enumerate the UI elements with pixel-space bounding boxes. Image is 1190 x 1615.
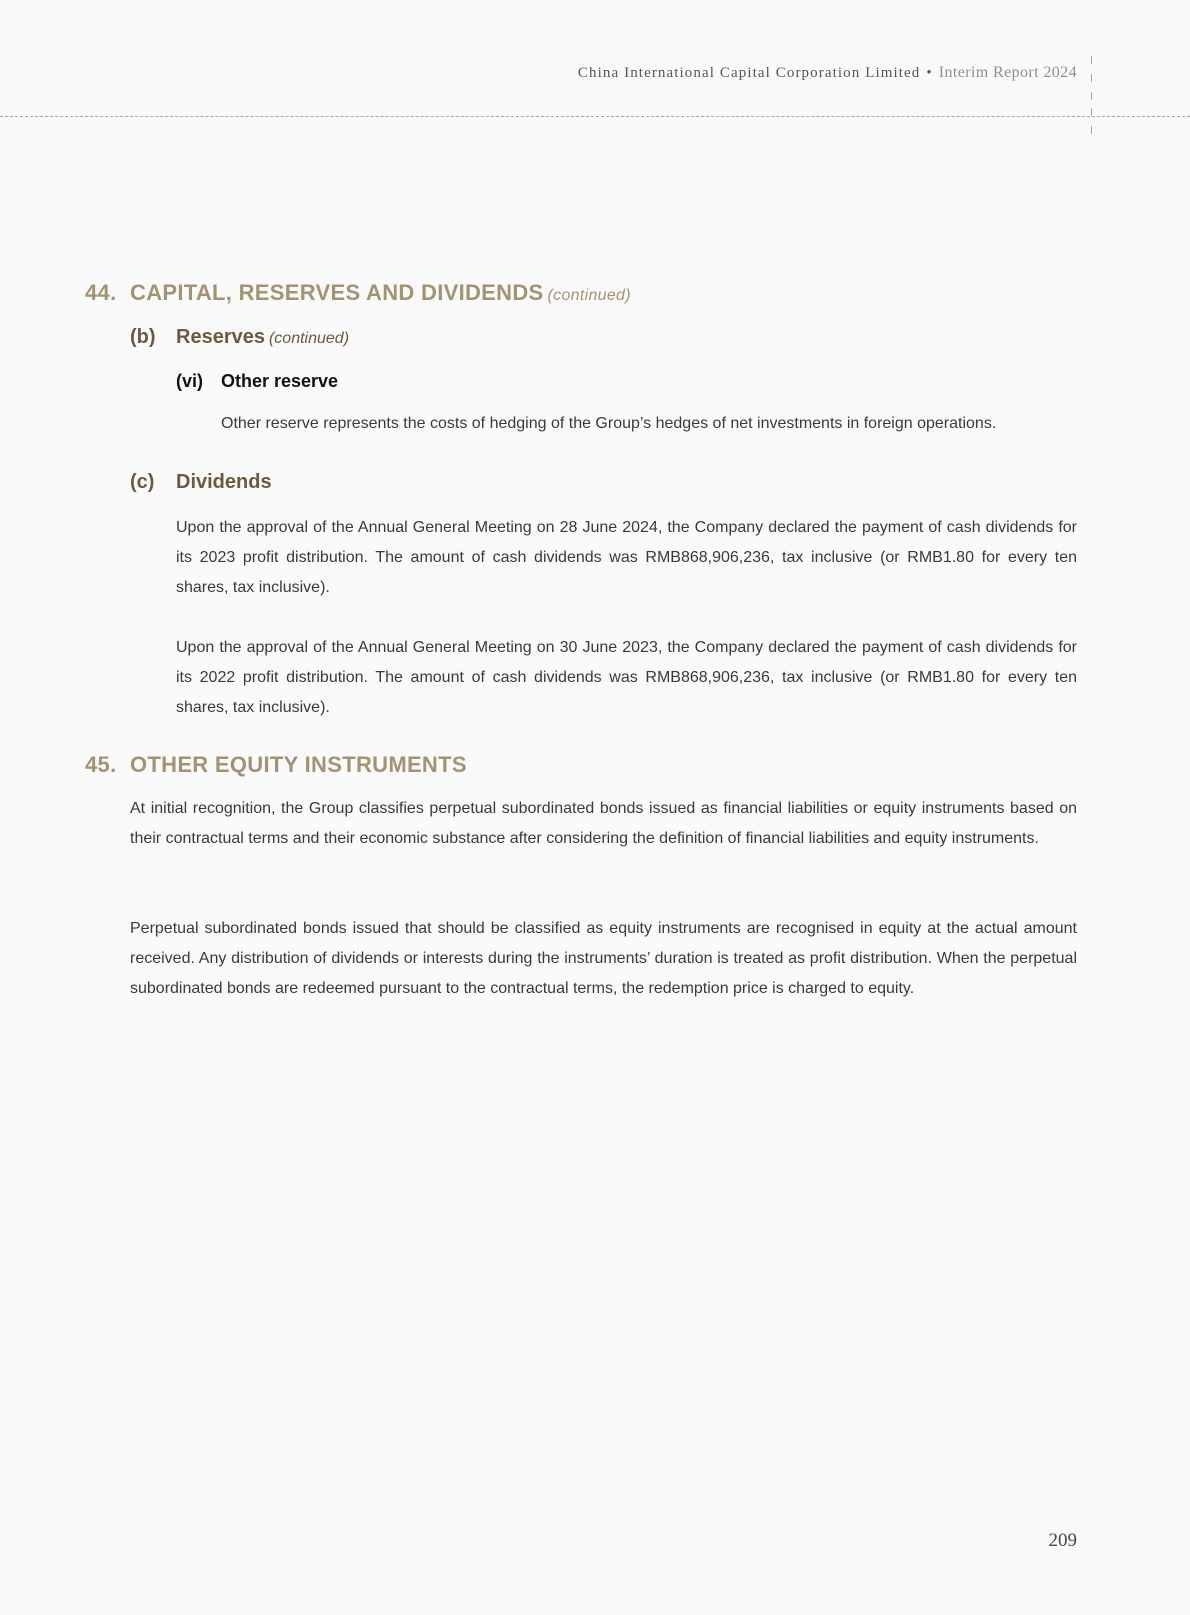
subsection-number: (b) bbox=[130, 326, 156, 348]
dividends-paragraph: Upon the approval of the Annual General Meeting on 30 June 2023, the Company declared the payment of cash dividends for its 2022 profit distribution. The amount of cash dividends was RMB868,906,236, tax inclusive (or RMB1.80 for every ten shares, tax inclusive). bbox=[176, 639, 1077, 716]
dividends-paragraph: Upon the approval of the Annual General Meeting on 28 June 2024, the Company declared the payment of cash dividends for its 2023 profit distribution. The amount of cash dividends was RMB868,906,236, tax inclusive (or RMB1.80 for every ten shares, tax inclusive). bbox=[176, 519, 1077, 596]
subsection-number: (c) bbox=[130, 471, 155, 493]
header-tick bbox=[1091, 126, 1092, 134]
equity-instruments-paragraph: Perpetual subordinated bonds issued that should be classified as equity instruments are recognised in equity at the actual amount received. Any distribution of dividends or interests during the instruments’ duration is treated as profit distribution. When the perpetual subordinated bonds are redeemed pursuant to the contractual terms, the redemption price is charged to equity. bbox=[130, 920, 1077, 997]
page-number: 209 bbox=[1048, 1530, 1077, 1551]
header-tick bbox=[1091, 92, 1092, 100]
section-title: CAPITAL, RESERVES AND DIVIDENDS bbox=[130, 280, 544, 305]
item-vi-heading bbox=[176, 371, 338, 392]
item-title: Other reserve bbox=[221, 371, 339, 391]
section-number: 44. bbox=[85, 280, 117, 305]
section-44-heading bbox=[85, 280, 631, 306]
header-tick bbox=[1091, 74, 1092, 82]
header-separator: • bbox=[926, 65, 933, 81]
header-company: China International Capital Corporation Limited bbox=[577, 65, 921, 81]
subsection-title: Dividends bbox=[176, 471, 272, 493]
section-title: OTHER EQUITY INSTRUMENTS bbox=[130, 752, 467, 777]
subsection-c-heading bbox=[130, 471, 272, 494]
continued-label: (continued) bbox=[547, 287, 631, 304]
subsection-b-heading bbox=[130, 326, 349, 349]
section-45-heading bbox=[85, 752, 467, 778]
running-header bbox=[578, 64, 1077, 82]
header-tick bbox=[1091, 56, 1092, 64]
item-number: (vi) bbox=[176, 371, 203, 391]
other-reserve-paragraph: Other reserve represents the costs of hedging of the Group’s hedges of net investments in foreign operations. bbox=[221, 415, 997, 432]
header-divider bbox=[0, 116, 1190, 117]
equity-instruments-paragraph: At initial recognition, the Group classifies perpetual subordinated bonds issued as financial liabilities or equity instruments based on their contractual terms and their economic substance after considering the definition of financial liabilities and equity instruments. bbox=[130, 800, 1077, 847]
section-number: 45. bbox=[85, 752, 117, 777]
subsection-title: Reserves bbox=[176, 326, 265, 348]
continued-label: (continued) bbox=[268, 330, 350, 347]
header-tick bbox=[1091, 108, 1092, 116]
header-report-title: Interim Report 2024 bbox=[938, 64, 1077, 81]
